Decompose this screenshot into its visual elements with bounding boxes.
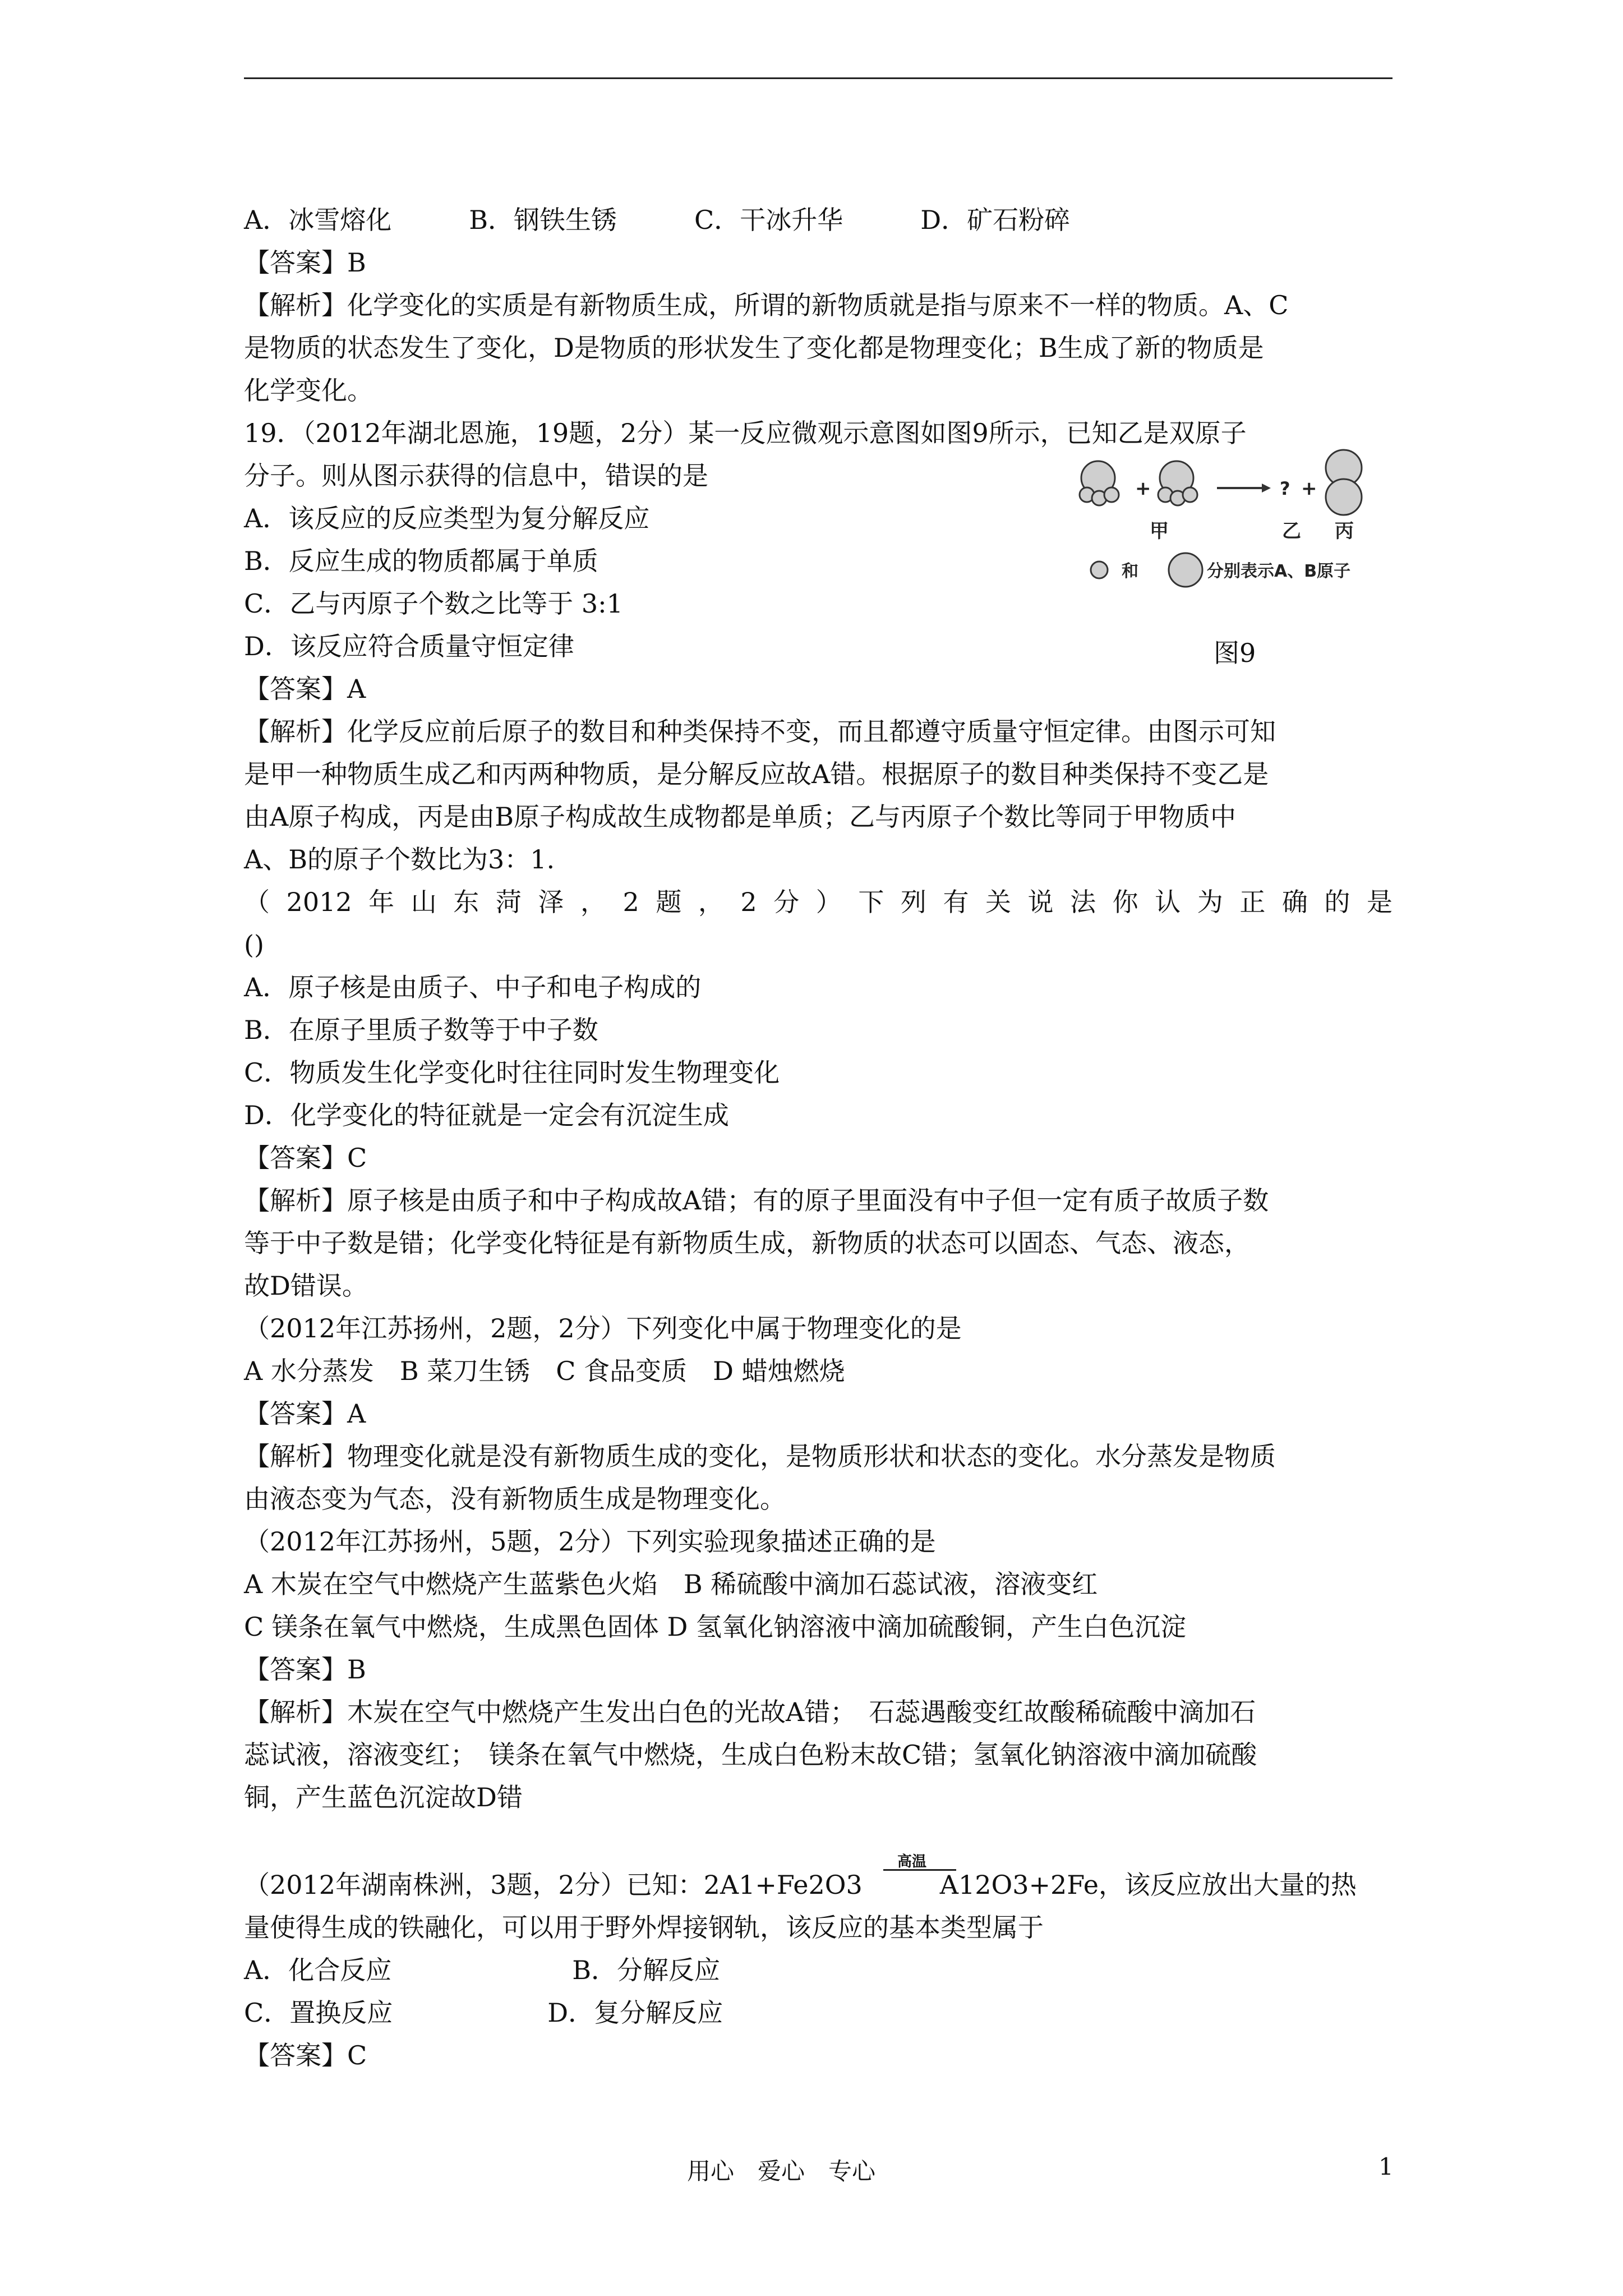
q-zz-options-2: C．置换反应 D．复分解反应 <box>244 1998 723 2028</box>
q19-option-a: A．该反应的反应类型为复分解反应 <box>244 503 650 533</box>
header-rule <box>244 77 1393 79</box>
q-yz5-answer: 【答案】B <box>244 1654 366 1685</box>
q19-explain-1: 【解析】化学反应前后原子的数目和种类保持不变，而且都遵守质量守恒定律。由图示可知 <box>244 716 1276 747</box>
legend-text: 分别表示A、B原子 <box>1207 562 1351 581</box>
legend-and: 和 <box>1122 562 1138 581</box>
reaction-equals-bar <box>883 1869 956 1871</box>
q-heze-stem: （2012年山东菏泽，2题，2分）下列有关说法你认为正确的是 <box>244 887 1393 917</box>
q19-option-b: B．反应生成的物质都属于单质 <box>244 546 598 576</box>
q-yz5-explain-2: 蕊试液，溶液变红； 镁条在氧气中燃烧，生成白色粉末故C错；氢氧化钠溶液中滴加硫酸 <box>244 1740 1257 1770</box>
page-footer: 用心 爱心 专心 <box>687 2157 876 2185</box>
label-bing: 丙 <box>1335 520 1354 542</box>
q19-stem-2: 分子。则从图示获得的信息中，错误的是 <box>244 461 708 491</box>
page-number: 1 <box>1378 2153 1394 2180</box>
q-yz2-options: A 水分蒸发 B 菜刀生锈 C 食品变质 D 蜡烛燃烧 <box>244 1356 845 1386</box>
figure-9-caption: 图9 <box>1214 638 1256 668</box>
q-heze-option-a: A．原子核是由质子、中子和电子构成的 <box>244 972 702 1002</box>
arrow-head-icon <box>1262 484 1271 493</box>
q-zz-stem-1: （2012年湖南株洲，3题，2分）已知：2A1+Fe2O3 A12O3+2Fe，该反应放出大量的热 <box>244 1870 1357 1900</box>
q-yz5-explain-1: 【解析】木炭在空气中燃烧产生发出白色的光故A错； 石蕊遇酸变红故酸稀硫酸中滴加石 <box>244 1697 1256 1727</box>
q-zz-options-1: A．化合反应 B．分解反应 <box>244 1955 721 1985</box>
q19-answer: 【答案】A <box>244 674 366 704</box>
q-yz5-explain-3: 铜，产生蓝色沉淀故D错 <box>244 1782 523 1812</box>
q-yz5-options-2: C 镁条在氧气中燃烧，生成黑色固体 D 氢氧化钠溶液中滴加硫酸铜，产生白色沉淀 <box>244 1612 1186 1642</box>
q-heze-option-c: C．物质发生化学变化时往往同时发生物理变化 <box>244 1057 780 1088</box>
q18-answer: 【答案】B <box>244 247 366 278</box>
q-yz5-stem: （2012年江苏扬州，5题，2分）下列实验现象描述正确的是 <box>244 1526 936 1557</box>
plus-1: + <box>1135 477 1151 500</box>
q-yz5-options-1: A 木炭在空气中燃烧产生蓝紫色火焰 B 稀硫酸中滴加石蕊试液，溶液变红 <box>244 1569 1098 1599</box>
legend-atom-b <box>1169 553 1202 587</box>
q-heze-option-d: D．化学变化的特征就是一定会有沉淀生成 <box>244 1100 729 1130</box>
atom-a <box>1104 487 1119 502</box>
q19-explain-3: 由A原子构成，丙是由B原子构成故生成物都是单质；乙与丙原子个数比等同于甲物质中 <box>244 802 1237 832</box>
question-mark: ? <box>1280 478 1290 499</box>
q-zz-stem-2: 量使得生成的铁融化，可以用于野外焊接钢轨，该反应的基本类型属于 <box>244 1912 1044 1943</box>
q19-explain-4: A、B的原子个数比为3：1. <box>244 844 555 875</box>
atom-b <box>1326 479 1362 515</box>
q18-explain-2: 是物质的状态发生了变化，D是物质的形状发生了变化都是物理变化；B生成了新的物质是 <box>244 333 1264 363</box>
q-heze-explain-1: 【解析】原子核是由质子和中子构成故A错；有的原子里面没有中子但一定有质子故质子数 <box>244 1185 1269 1216</box>
q-zz-answer: 【答案】C <box>244 2040 367 2070</box>
plus-2: + <box>1301 477 1317 500</box>
atom-a <box>1183 487 1197 502</box>
figure-9-diagram <box>1077 443 1391 600</box>
q-heze-blank: () <box>244 930 264 960</box>
q-heze-option-b: B．在原子里质子数等于中子数 <box>244 1015 598 1045</box>
q-yz2-explain-2: 由液态变为气态，没有新物质生成是物理变化。 <box>244 1484 786 1514</box>
q19-stem-1: 19．（2012年湖北恩施，19题，2分）某一反应微观示意图如图9所示，已知乙是双原子 <box>244 418 1247 448</box>
q-yz2-answer: 【答案】A <box>244 1398 366 1429</box>
reaction-condition: 高温 <box>897 1853 927 1870</box>
q-heze-answer: 【答案】C <box>244 1143 367 1173</box>
q-yz2-explain-1: 【解析】物理变化就是没有新物质生成的变化，是物质形状和状态的变化。水分蒸发是物质 <box>244 1441 1276 1471</box>
q18-explain-1: 【解析】化学变化的实质是有新物质生成，所谓的新物质就是指与原来不一样的物质。A、C <box>244 290 1289 320</box>
label-jia: 甲 <box>1150 520 1169 542</box>
q18-explain-3: 化学变化。 <box>244 375 373 406</box>
legend-atom-a <box>1091 562 1108 578</box>
q-heze-explain-2: 等于中子数是错；化学变化特征是有新物质生成，新物质的状态可以固态、气态、液态， <box>244 1228 1250 1258</box>
q-yz2-stem: （2012年江苏扬州，2题，2分）下列变化中属于物理变化的是 <box>244 1313 962 1343</box>
q19-explain-2: 是甲一种物质生成乙和丙两种物质，是分解反应故A错。根据原子的数目种类保持不变乙是 <box>244 759 1269 789</box>
label-yi: 乙 <box>1282 520 1301 542</box>
q18-options: A．冰雪熔化 B．钢铁生锈 C．干冰升华 D．矿石粉碎 <box>244 205 1071 235</box>
q-heze-explain-3: 故D错误。 <box>244 1271 368 1301</box>
q19-option-d: D．该反应符合质量守恒定律 <box>244 631 574 661</box>
q19-option-c: C．乙与丙原子个数之比等于 3:1 <box>244 588 623 619</box>
